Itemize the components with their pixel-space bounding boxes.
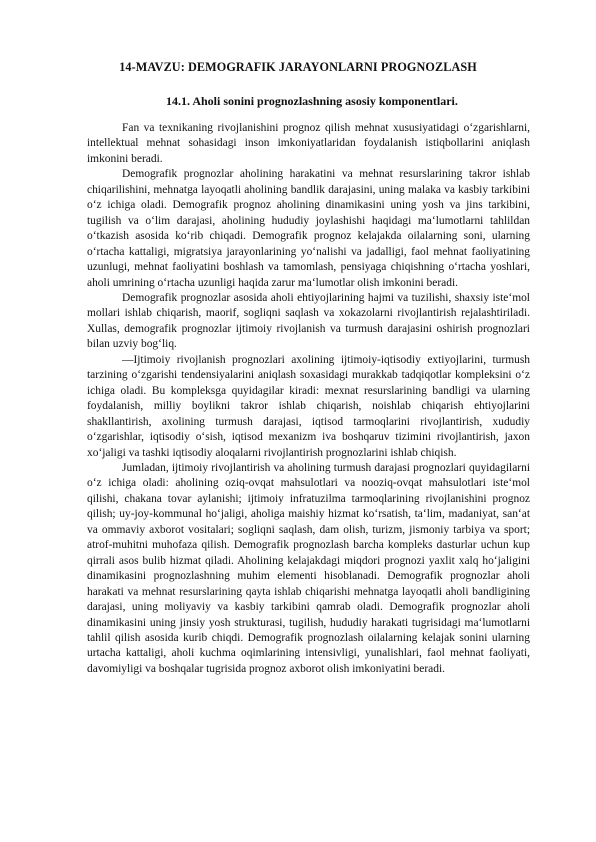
- section-heading: 14.1. Aholi sonini prognozlashning asosiy komponentlari.: [166, 94, 458, 108]
- paragraph: Demografik prognozlar asosida aholi ehtiyojlarining hajmi va tuzilishi, shaxsiy iste‘mol mollari ishlab chiqarish, maorif, sogliqni saqlash va xokazolarni rivojlantirish rejalashtiriladi. Xullas, demografik prognozlar ijtimoiy rivojlanish va turmush darajasini oshirish prognozlari bilan uzviy bog‘liq.: [87, 291, 530, 351]
- body-text: [87, 121, 530, 677]
- paragraph: Fan va texnikaning rivojlanishini prognoz qilish mehnat xususiyatidagi o‘zgarishlarni, intellektual mehnat sohasidagi inson imkoniyatlaridan foydalanish istiqbollarini aniqlash imkonini beradi.: [87, 122, 530, 165]
- paragraph: ―Ijtimoiy rivojlanish prognozlari axolining ijtimoiy-iqtisodiy extiyojlarini, turmush tarzining o‘zgarishi tendensiyalarini aniqlash soxasidagi murakkab tadqiqotlar kompleksini o‘z ichiga oladi. Bu kompleksga quyidagilar kiradi: mexnat resurslarining bandligi va ularning foydalanish, milliy boylikni takror ishlab chiqarish, noishlab chiqarish ehtiyojlarini shakllantirish, axolining turmush darajasi, iqtisod tarmoqlarini rivojlantirish, xududiy o‘zgarishlar, iqtisodiy o‘sish, iqtisod mexanizm iva boshqaruv tizimini rivojlantirish, jaxon xo‘jaligi va tashki iqtisodiy aloqalarni rivojlantirish prognozlarini ishlab chiqish.: [87, 353, 530, 459]
- paragraph: Jumladan, ijtimoiy rivojlantirish va aholining turmush darajasi prognozlari quyidagilarni o‘z ichiga oladi: aholining oziq-ovqat mahsulotlari va nooziq-ovqat mahsulotlari iste‘mol qilishi, chakana tovar aylanishi; ijtimoiy infratuzilma tarmoqlarining rivojlanishini prognoz qilish; uy-joy-kommunal ho‘jaligi, aholiga maishiy hizmat ko‘rsatish, ta‘lim, madaniyat, san‘at va ommaviy axborot vositalari; sogliqni saqlash, dam olish, turizm, jismoniy tarbiya va sport; atrof-muhitni muhofaza qilish. Demografik prognozlash barcha kompleks dasturlar uchun kup qirrali asos bulib hizmat qiladi. Aholining kelajakdagi miqdori prognozi yaxlit xalq ho‘jaligini dinamikasini prognozlashning muhim elementi hisoblanadi. Demografik prognozlar aholi harakati va mehnat resurslarining qayta ishlab chiqarishi mehnatga layoqatli aholi bandligining darajasi, uning moliyaviy va kasbiy tarkibini qamrab oladi. Demografik prognozlar aholi dinamikasini uning jinsiy yosh strukturasi, tugilish, hududiy harakati tugrisidagi ma‘lumotlarni tahlil qilish asosida kurib chiqdi. Demografik prognozlash oilalarning kelajak sonini ularning urtacha kattaligi, aholi kuchma oqimlarining intensivligi, yunalishlari, faol mehnat faoliyati, davomiyligi va boshqalar tugrisida prognoz axborot olish imkoniyatini beradi.: [87, 461, 530, 675]
- page-title: 14-MAVZU: DEMOGRAFIK JARAYONLARNI PROGNOZLASH: [119, 60, 477, 74]
- paragraph: Demografik prognozlar aholining harakatini va mehnat resurslarining takror ishlab chiqarilishini, mehnatga layoqatli aholining bandlik darajasini, uning malaka va kasbiy tarkibini o‘z ichiga oladi. Demografik prognoz aholining dinamikasini uning yosh va jins tarkibini, tugilish va o‘lim darajasi, aholining hududiy joylashishi haqidagi ma‘lumotlarni tahlildan o‘tkazish asosida ko‘rib chiqadi. Demografik prognoz kelajakda oilalarning soni, ularning o‘rtacha kattaligi, migratsiya jarayonlarining yo‘nalishi va jadalligi, faol mehnat faoliyatining uzunlugi, mehnat faoliyatini boshlash va tamomlash, pensiyaga chiqishning o‘rtacha yoshlari, aholi umrining o‘rtacha uzunligi haqida zarur ma‘lumotlar olish imkonini beradi.: [87, 168, 530, 289]
